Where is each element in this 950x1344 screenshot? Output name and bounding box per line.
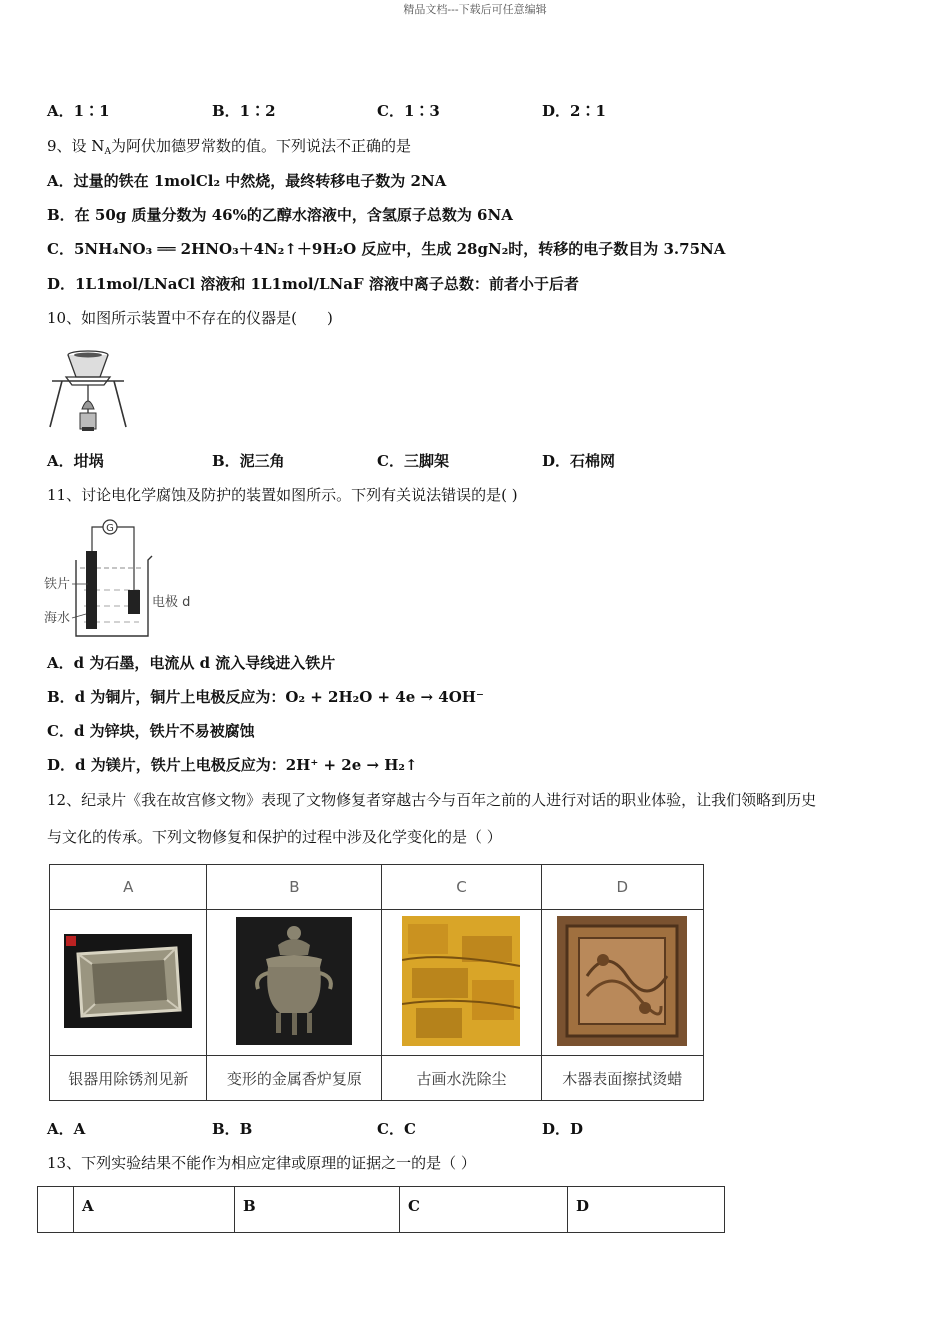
crucible-apparatus-figure [46,347,128,433]
q12-option-a[interactable]: A．A [47,1120,86,1138]
page-header: 精品文档---下载后可任意编辑 [403,3,547,16]
q13-header-blank [38,1187,74,1233]
q11-option-c[interactable]: C．d 为锌块，铁片不易被腐蚀 [47,722,255,740]
q12-option-c[interactable]: C．C [377,1120,416,1138]
q11-option-b[interactable]: B．d 为铜片，铜片上电极反应为：O₂ + 2H₂O + 4e → 4OH⁻ [47,688,484,706]
q9-option-a[interactable]: A．过量的铁在 1molCl₂ 中然烧，最终转移电子数为 2NA [47,172,447,190]
seawater-label: 海水 [44,611,71,626]
q11-option-a[interactable]: A．d 为石墨，电流从 d 流入导线进入铁片 [47,654,336,672]
q11-stem: 11、讨论电化学腐蚀及防护的装置如图所示。下列有关说法错误的是( ) [47,486,518,504]
q8-option-b[interactable]: B．1∶2 [212,102,276,120]
q12-stem-line1: 12、纪录片《我在故宫修文物》表现了文物修复者穿越古今与百年之前的人进行对话的职业体验，让我们领略到历史 [47,791,817,809]
q11-option-d[interactable]: D．d 为镁片，铁片上电极反应为：2H⁺ + 2e → H₂↑ [47,756,418,774]
q12-option-b[interactable]: B．B [212,1120,253,1138]
q8-option-d[interactable]: D．2∶1 [542,102,606,120]
q12-caption-a: 银器用除锈剂见新 [50,1056,207,1101]
electrode-d-label: 电极 d [152,595,191,610]
q12-caption-b: 变形的金属香炉复原 [207,1056,382,1101]
q12-photo-cell-c [382,910,541,1056]
q9-stem-sub: A [104,147,111,157]
silver-vessel-photo [64,934,192,1028]
q13-stem: 13、下列实验结果不能作为相应定律或原理的证据之一的是（ ） [47,1154,476,1172]
q12-stem-line2: 与文化的传承。下列文物修复和保护的过程中涉及化学变化的是（ ） [47,828,502,846]
q9-option-c[interactable]: C．5NH₄NO₃ ══ 2HNO₃＋4N₂↑＋9H₂O 反应中，生成 28gN₂时，转移的电子数目为 3.75NA [47,240,726,258]
q10-option-b[interactable]: B．泥三角 [212,452,285,470]
q10-option-d[interactable]: D．石棉网 [542,452,616,470]
q10-option-c[interactable]: C．三脚架 [377,452,449,470]
q8-option-a[interactable]: A．1∶1 [47,102,110,120]
q12-caption-d: 木器表面擦拭烫蜡 [541,1056,703,1101]
q12-header-d: D [541,865,703,910]
q13-header-c: C [400,1187,568,1233]
q8-option-c[interactable]: C．1∶3 [377,102,440,120]
q12-header-a: A [50,865,207,910]
q9-stem-post: 为阿伏加德罗常数的值。下列说法不正确的是 [110,137,411,155]
iron-plate-label: 铁片 [44,577,71,592]
q13-header-d: D [568,1187,725,1233]
q9-option-b[interactable]: B．在 50g 质量分数为 46%的乙醇水溶液中，含氢原子总数为 6NA [47,206,513,224]
q12-option-d[interactable]: D．D [542,1120,584,1138]
q12-header-c: C [382,865,541,910]
electrochemical-cell-figure [44,518,204,642]
q12-caption-c: 古画水洗除尘 [382,1056,541,1101]
q9-option-d[interactable]: D．1L1mol/LNaCl 溶液和 1L1mol/LNaF 溶液中离子总数：前者小于后者 [47,275,579,293]
q10-stem: 10、如图所示装置中不存在的仪器是( ) [47,309,333,327]
q12-relics-table [49,864,704,1101]
carved-wood-panel-photo [557,916,687,1046]
q13-table [37,1186,725,1233]
q12-photo-cell-a [50,910,207,1056]
galvanometer-label: G [106,523,114,534]
q12-photo-cell-d [541,910,703,1056]
q12-header-b: B [207,865,382,910]
ancient-painting-photo [402,916,520,1046]
q9-stem-pre: 9、设 N [47,137,105,155]
q13-header-a: A [74,1187,235,1233]
q12-photo-cell-b [207,910,382,1056]
q9-stem [47,136,411,162]
q13-header-b: B [235,1187,400,1233]
incense-burner-photo [236,917,352,1045]
q10-option-a[interactable]: A．坩埚 [47,452,104,470]
